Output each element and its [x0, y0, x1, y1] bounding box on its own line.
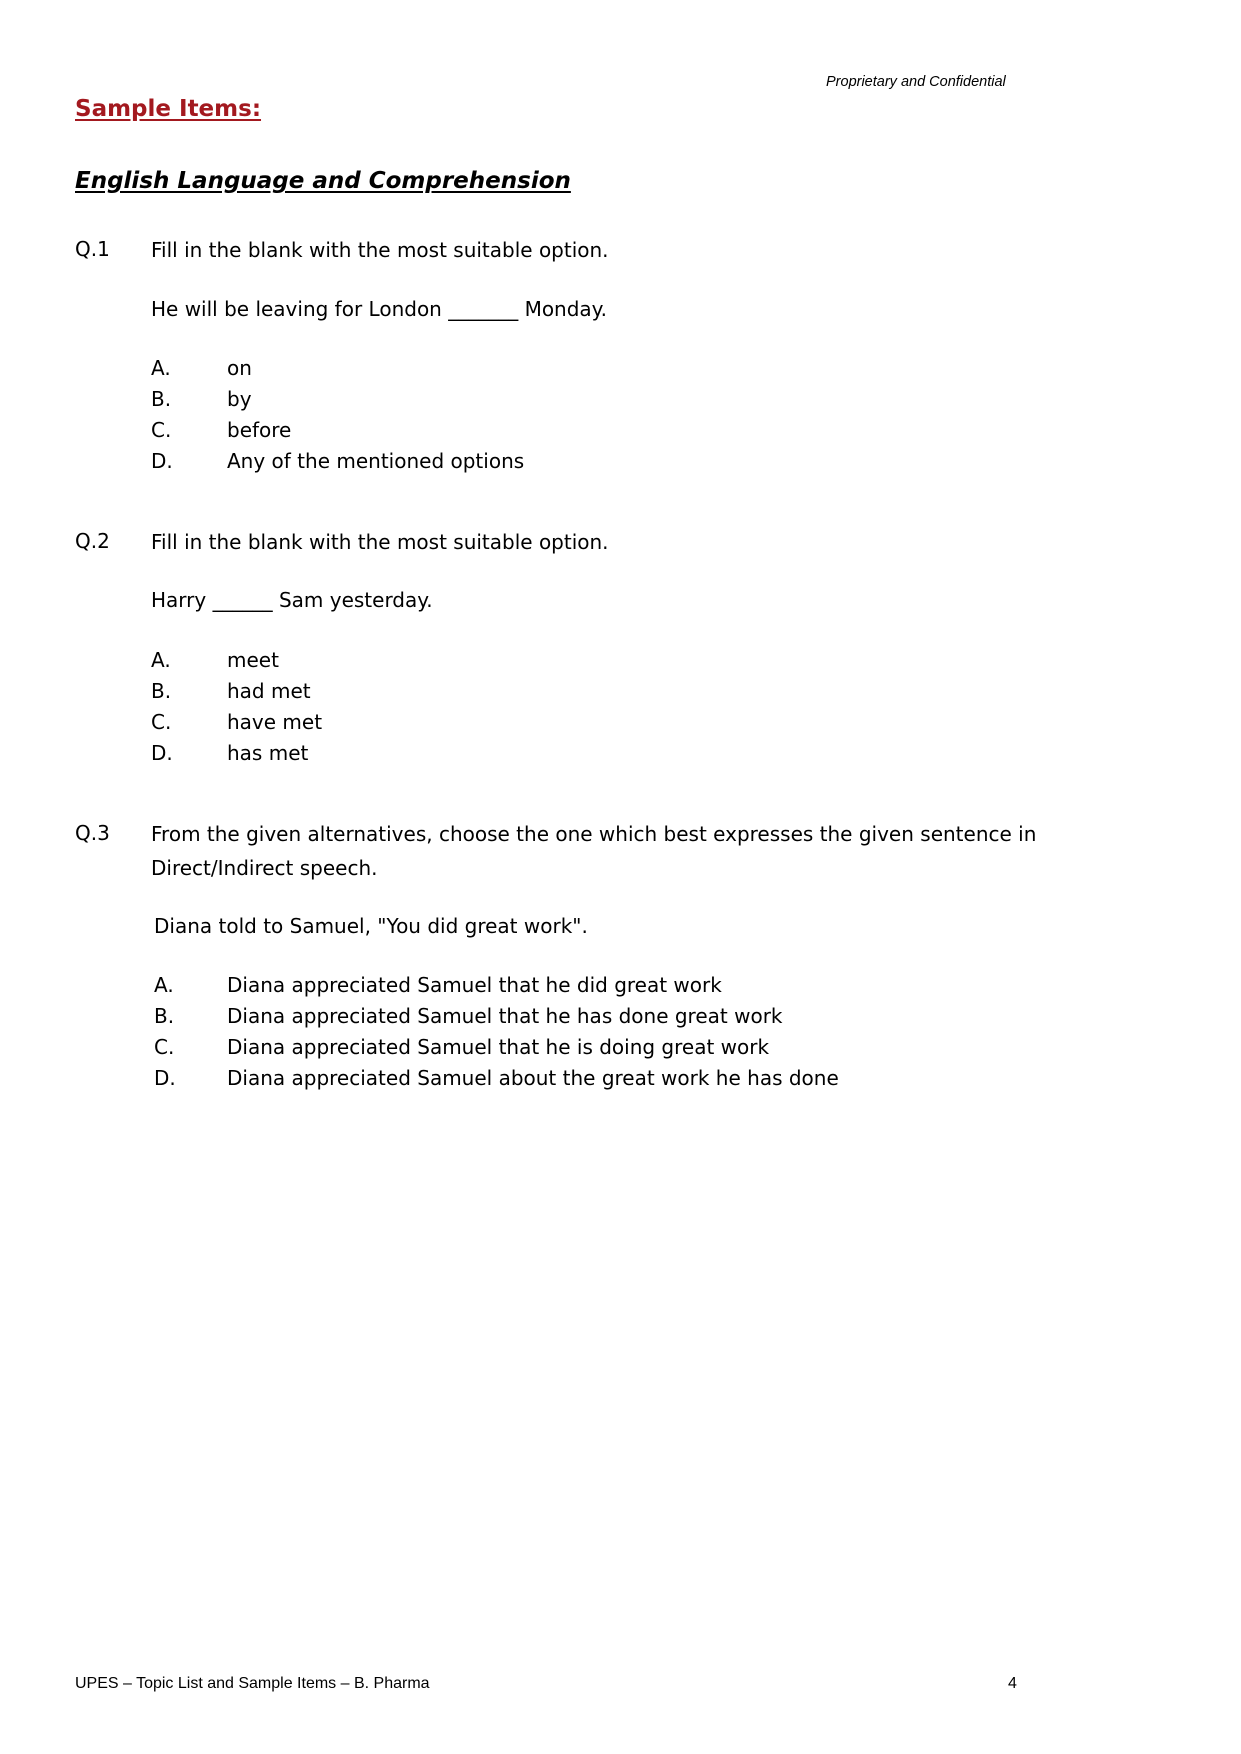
option-text: before — [227, 418, 292, 442]
option-text: had met — [227, 679, 311, 703]
footer-page-number: 4 — [1008, 1675, 1017, 1692]
question-stem: Diana told to Samuel, "You did great work". — [154, 914, 588, 938]
option-text: have met — [227, 710, 323, 734]
footer-document-title: UPES – Topic List and Sample Items – B. Pharma — [75, 1675, 430, 1692]
question-prompt: Fill in the blank with the most suitable option. — [151, 238, 609, 262]
option-letter: C. — [151, 418, 172, 442]
option-letter: D. — [151, 741, 173, 765]
option-text: Diana appreciated Samuel that he did great work — [227, 973, 722, 997]
option-letter: C. — [151, 710, 172, 734]
option-letter: B. — [154, 1004, 175, 1028]
option-text: has met — [227, 741, 309, 765]
option-letter: D. — [154, 1066, 176, 1090]
option-text: Diana appreciated Samuel that he has done great work — [227, 1004, 783, 1028]
option-text: by — [227, 387, 252, 411]
subsection-title: English Language and Comprehension — [75, 168, 571, 194]
option-text: Any of the mentioned options — [227, 449, 525, 473]
section-title: Sample Items: — [75, 96, 262, 122]
question-prompt: From the given alternatives, choose the one which best expresses the given sentence in Direct/Indirect speech. — [151, 822, 1037, 880]
option-letter: B. — [151, 387, 172, 411]
question-number: Q.2 — [75, 529, 110, 553]
question-stem: Harry ______ Sam yesterday. — [151, 588, 433, 612]
question-stem: He will be leaving for London _______ Monday. — [151, 297, 608, 321]
option-letter: A. — [151, 648, 171, 672]
confidential-note: Proprietary and Confidential — [826, 74, 1006, 90]
option-text: meet — [227, 648, 279, 672]
option-letter: A. — [154, 973, 174, 997]
question-number: Q.1 — [75, 237, 110, 261]
option-text: on — [227, 356, 252, 380]
option-text: Diana appreciated Samuel about the great work he has done — [227, 1066, 839, 1090]
option-letter: C. — [154, 1035, 175, 1059]
option-text: Diana appreciated Samuel that he is doing great work — [227, 1035, 770, 1059]
option-letter: B. — [151, 679, 172, 703]
option-letter: D. — [151, 449, 173, 473]
question-prompt: Fill in the blank with the most suitable option. — [151, 530, 609, 554]
option-letter: A. — [151, 356, 171, 380]
question-number: Q.3 — [75, 821, 110, 845]
